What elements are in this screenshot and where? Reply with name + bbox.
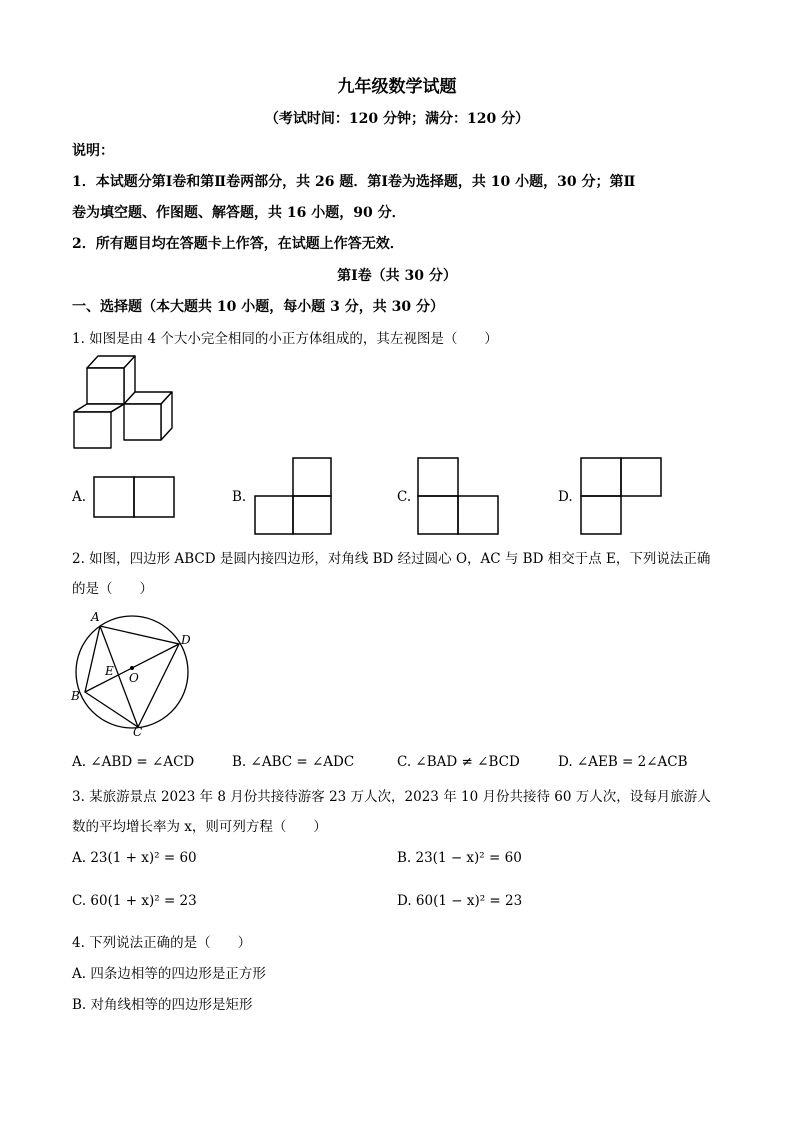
question-2-stem-line-2: 的是（ ）	[72, 581, 153, 597]
question-1-stem: 1. 如图是由 4 个大小完全相同的小正方体组成的，其左视图是（ ）	[72, 331, 498, 347]
exam-info: （考试时间：120 分钟；满分：120 分）	[264, 111, 530, 127]
q1-option-a-label: A.	[72, 489, 87, 505]
instructions-label: 说明：	[72, 143, 114, 159]
q1-option-c-figure	[417, 457, 501, 537]
point-a-label: A	[91, 610, 100, 624]
point-o-label: O	[129, 671, 139, 685]
instruction-item-1-line-2: 卷为填空题、作图题、解答题，共 16 小题，90 分．	[72, 205, 406, 221]
point-e-label: E	[105, 664, 114, 678]
q4-option-b: B. 对角线相等的四边形是矩形	[72, 997, 253, 1013]
q2-option-d: D. ∠AEB = 2∠ACB	[558, 754, 688, 770]
q2-option-b: B. ∠ABC = ∠ADC	[232, 754, 355, 770]
q1-option-b-label: B.	[232, 489, 247, 505]
q1-option-d-figure	[580, 457, 664, 537]
instruction-item-1-line-1: 1．本试题分第Ⅰ卷和第Ⅱ卷两部分，共 26 题．第Ⅰ卷为选择题，共 10 小题，30 分；第Ⅱ	[72, 174, 636, 190]
section-heading: 一、选择题（本大题共 10 小题，每小题 3 分，共 30 分）	[72, 299, 444, 315]
question-3-stem-line-1: 3. 某旅游景点 2023 年 8 月份共接待游客 23 万人次，2023 年 10 月份共接待 60 万人次，设每月旅游人	[72, 789, 711, 805]
q2-option-c: C. ∠BAD ≠ ∠BCD	[397, 754, 520, 770]
instruction-item-2: 2．所有题目均在答题卡上作答，在试题上作答无效．	[72, 236, 404, 252]
page-title: 九年级数学试题	[337, 77, 457, 97]
q3-option-a: A. 23(1 + x)² = 60	[72, 850, 197, 866]
q2-option-a: A. ∠ABD = ∠ACD	[72, 754, 195, 770]
question-4-stem: 4. 下列说法正确的是（ ）	[72, 935, 252, 951]
question-3-stem-line-2: 数的平均增长率为 x，则可列方程（ ）	[72, 819, 327, 835]
q1-option-a-figure	[93, 476, 177, 518]
circle-quadrilateral-figure	[66, 606, 206, 738]
q3-option-d: D. 60(1 − x)² = 23	[397, 893, 523, 909]
cube-stack-figure	[70, 356, 180, 452]
point-c-label: C	[133, 725, 143, 739]
point-d-label: D	[181, 633, 191, 647]
question-2-stem-line-1: 2. 如图，四边形 ABCD 是圆内接四边形，对角线 BD 经过圆心 O，AC 与 BD 相交于点 E，下列说法正确	[72, 551, 711, 567]
q4-option-a: A. 四条边相等的四边形是正方形	[72, 966, 266, 982]
q3-option-c: C. 60(1 + x)² = 23	[72, 893, 197, 909]
q1-option-b-figure	[254, 457, 336, 537]
point-b-label: B	[71, 689, 80, 703]
q3-option-b: B. 23(1 − x)² = 60	[397, 850, 522, 866]
q1-option-d-label: D.	[558, 489, 573, 505]
q1-option-c-label: C.	[397, 489, 412, 505]
part-1-heading: 第Ⅰ卷（共 30 分）	[337, 268, 457, 284]
